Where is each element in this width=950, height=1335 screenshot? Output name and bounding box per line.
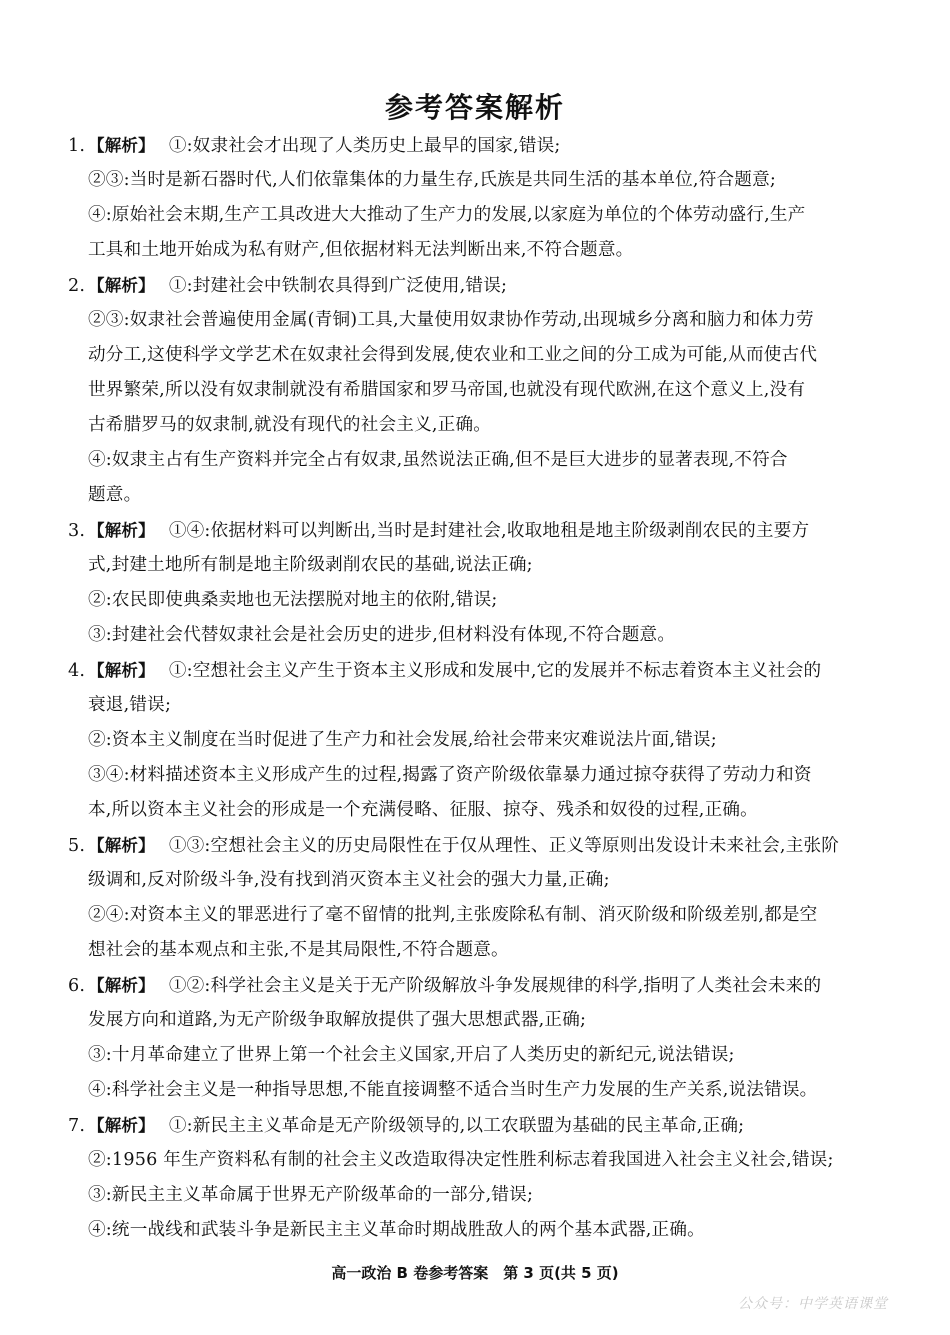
answer-item (60, 128, 890, 268)
answer-first-line (60, 513, 890, 548)
answer-line: ③④:材料描述资本主义形成产生的过程,揭露了资产阶级依靠暴力通过掠夺获得了劳动力和资 (88, 765, 812, 785)
answer-line: 动分工,这使科学文学艺术在奴隶社会得到发展,使农业和工业之间的分工成为可能,从而使古代 (88, 345, 818, 365)
answer-text: ①:奴隶社会才出现了人类历史上最早的国家,错误; (168, 136, 561, 156)
answer-line: 发展方向和道路,为无产阶级争取解放提供了强大思想武器,正确; (88, 1010, 587, 1030)
answer-line: 古希腊罗马的奴隶制,就没有现代的社会主义,正确。 (88, 415, 492, 435)
answer-line: 本,所以资本主义社会的形成是一个充满侵略、征服、掠夺、残杀和奴役的过程,正确。 (88, 800, 758, 820)
analysis-tag: 【解析】 (88, 1116, 155, 1135)
answer-line: ②:1956 年生产资料私有制的社会主义改造取得决定性胜利标志着我国进入社会主义社会,错误; (88, 1150, 834, 1170)
answer-line: ③:新民主主义革命属于世界无产阶级革命的一部分,错误; (88, 1185, 534, 1205)
answer-line: ②③:奴隶社会普遍使用金属(青铜)工具,大量使用奴隶协作劳动,出现城乡分离和脑力和体力劳 (88, 310, 814, 330)
question-number: 6. (68, 976, 86, 996)
answer-text: ①②:科学社会主义是关于无产阶级解放斗争发展规律的科学,指明了人类社会未来的 (168, 976, 822, 996)
answer-line: ④:原始社会末期,生产工具改进大大推动了生产力的发展,以家庭为单位的个体劳动盛行,生产 (88, 205, 806, 225)
analysis-tag: 【解析】 (88, 661, 155, 680)
answer-first-line (60, 968, 890, 1003)
answer-line: ②:资本主义制度在当时促进了生产力和社会发展,给社会带来灾难说法片面,错误; (88, 730, 717, 750)
page-title: 参考答案解析 (384, 91, 565, 124)
answer-line: 式,封建土地所有制是地主阶级剥削农民的基础,说法正确; (88, 555, 533, 575)
answer-line: ③:十月革命建立了世界上第一个社会主义国家,开启了人类历史的新纪元,说法错误; (88, 1045, 735, 1065)
answer-item (60, 268, 890, 513)
answer-line: 级调和,反对阶级斗争,没有找到消灭资本主义社会的强大力量,正确; (88, 870, 610, 890)
question-number: 4. (68, 661, 86, 681)
answer-first-line (60, 828, 890, 863)
answer-item (60, 653, 890, 828)
answer-line: 世界繁荣,所以没有奴隶制就没有希腊国家和罗马帝国,也就没有现代欧洲,在这个意义上,没有 (88, 380, 806, 400)
answer-line: ②:农民即使典桑卖地也无法摆脱对地主的依附,错误; (88, 590, 498, 610)
answer-first-line (60, 128, 890, 163)
answer-line: 工具和土地开始成为私有财产,但依据材料无法判断出来,不符合题意。 (88, 240, 634, 260)
answer-line: ④:统一战线和武装斗争是新民主主义革命时期战胜敌人的两个基本武器,正确。 (88, 1220, 705, 1240)
answer-item (60, 513, 890, 653)
answer-line: ④:科学社会主义是一种指导思想,不能直接调整不适合当时生产力发展的生产关系,说法错误。 (88, 1080, 818, 1100)
answer-text: ①④:依据材料可以判断出,当时是封建社会,收取地租是地主阶级剥削农民的主要方 (168, 521, 810, 541)
answer-item (60, 828, 890, 968)
answer-first-line (60, 268, 890, 303)
analysis-tag: 【解析】 (88, 976, 155, 995)
answer-line: 想社会的基本观点和主张,不是其局限性,不符合题意。 (88, 940, 509, 960)
question-number: 3. (68, 521, 86, 541)
answer-line: 衰退,错误; (88, 695, 172, 715)
answer-line: ②③:当时是新石器时代,人们依靠集体的力量生存,氏族是共同生活的基本单位,符合题意; (88, 170, 777, 190)
analysis-tag: 【解析】 (88, 521, 155, 540)
answer-line: ③:封建社会代替奴隶社会是社会历史的进步,但材料没有体现,不符合题意。 (88, 625, 676, 645)
analysis-tag: 【解析】 (88, 276, 155, 295)
answer-text: ①③:空想社会主义的历史局限性在于仅从理性、正义等原则出发设计未来社会,主张阶 (168, 836, 840, 856)
answer-list (60, 128, 890, 1248)
answer-line: 题意。 (88, 485, 142, 505)
answer-text: ①:空想社会主义产生于资本主义形成和发展中,它的发展并不标志着资本主义社会的 (168, 661, 822, 681)
answer-item (60, 1108, 890, 1248)
question-number: 1. (68, 136, 86, 156)
watermark: 公众号：中学英语课堂 (738, 1296, 888, 1312)
answer-text: ①:新民主主义革命是无产阶级领导的,以工农联盟为基础的民主革命,正确; (168, 1116, 745, 1136)
question-number: 5. (68, 836, 86, 856)
answer-line: ④:奴隶主占有生产资料并完全占有奴隶,虽然说法正确,但不是巨大进步的显著表现,不符合 (88, 450, 788, 470)
analysis-tag: 【解析】 (88, 136, 155, 155)
answer-first-line (60, 1108, 890, 1143)
answer-text: ①:封建社会中铁制农具得到广泛使用,错误; (168, 276, 508, 296)
answer-line: ②④:对资本主义的罪恶进行了毫不留情的批判,主张废除私有制、消灭阶级和阶级差别,都是空 (88, 905, 818, 925)
question-number: 7. (68, 1116, 86, 1136)
answer-item (60, 968, 890, 1108)
question-number: 2. (68, 276, 86, 296)
analysis-tag: 【解析】 (88, 836, 155, 855)
answer-first-line (60, 653, 890, 688)
page-footer: 高一政治 B 卷参考答案 第 3 页(共 5 页) (331, 1264, 619, 1282)
